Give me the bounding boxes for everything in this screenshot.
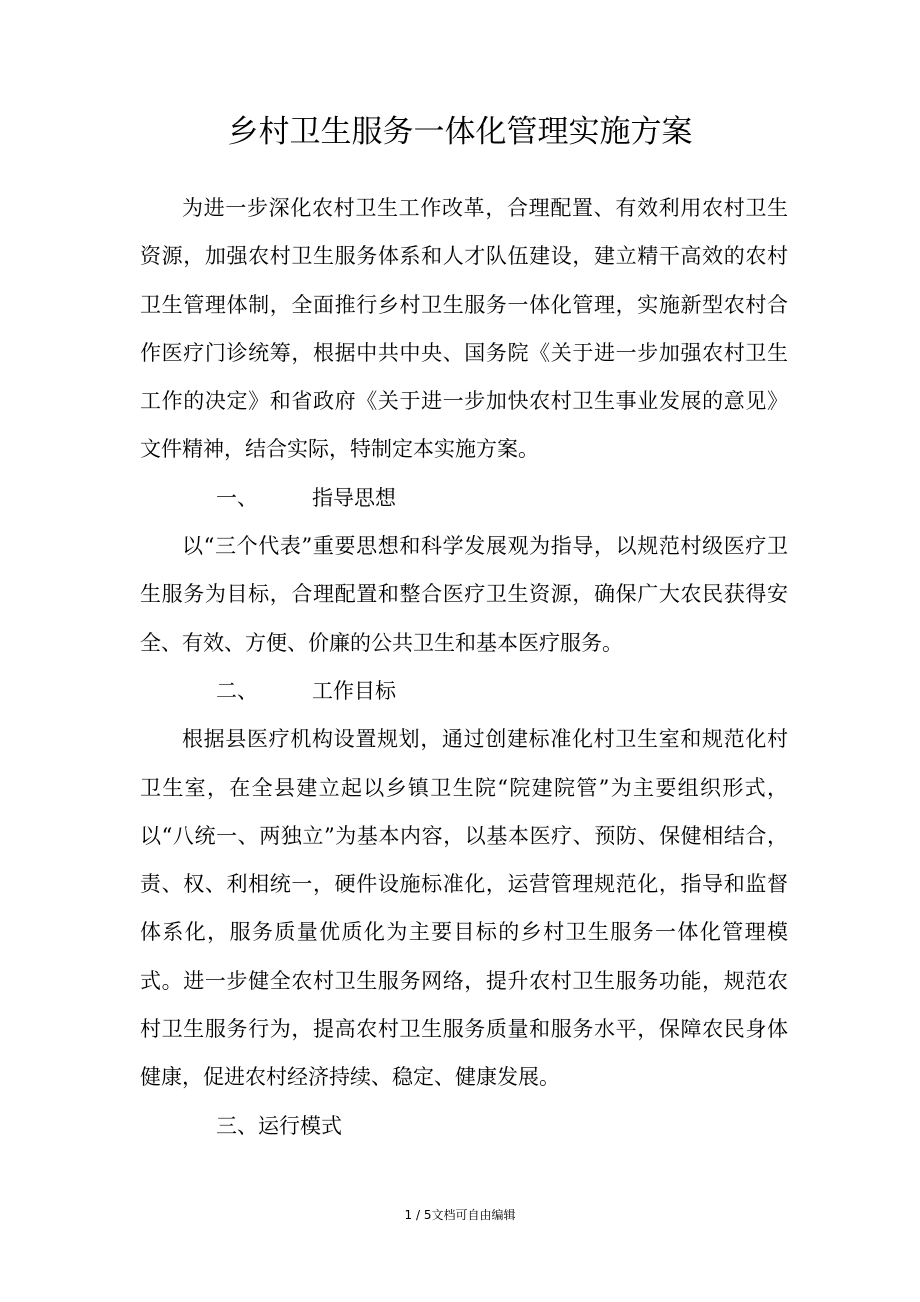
section-title-2: 工作目标 — [312, 678, 396, 703]
section-title-1: 指导思想 — [312, 485, 396, 510]
document-body — [140, 184, 788, 1150]
section-body-1: 以“三个代表”重要思想和科学发展观为指导，以规范村级医疗卫生服务为目标，合理配置和整合医疗卫生资源，确保广大农民获得安全、有效、方便、价廉的公共卫生和基本医疗服务。 — [140, 534, 788, 655]
section-heading-1 — [140, 474, 788, 522]
document-title: 乡村卫生服务一体化管理实施方案 — [227, 114, 693, 150]
intro-paragraph: 为进一步深化农村卫生工作改革，合理配置、有效利用农村卫生资源，加强农村卫生服务体系和人才队伍建设，建立精干高效的农村卫生管理体制，全面推行乡村卫生服务一体化管理，实施新型农村合作医疗门诊统筹，根据中共中央、国务院《关于进一步加强农村卫生工作的决定》和省政府《关于进一步加快农村卫生事业发展的意见》文件精神，结合实际，特制定本实施方案。 — [140, 196, 788, 462]
page-footer: 1 / 5文档可自由编辑 — [404, 1208, 516, 1222]
section-number-1: 一、 — [216, 485, 258, 510]
section-number-2: 二、 — [216, 678, 258, 703]
section-body-2: 根据县医疗机构设置规划，通过创建标准化村卫生室和规范化村卫生室，在全县建立起以乡镇卫生院“院建院管”为主要组织形式，以“八统一、两独立”为基本内容，以基本医疗、预防、保健相结合，责、权、利相统一，硬件设施标准化，运营管理规范化，指导和监督体系化，服务质量优质化为主要目标的乡村卫生服务一体化管理模式。进一步健全农村卫生服务网络，提升农村卫生服务功能，规范农村卫生服务行为，提高农村卫生服务质量和服务水平，保障农民身体健康，促进农村经济持续、稳定、健康发展。 — [140, 727, 788, 1090]
section-heading-2 — [140, 667, 788, 715]
section-heading-3: 三、运行模式 — [216, 1113, 342, 1138]
